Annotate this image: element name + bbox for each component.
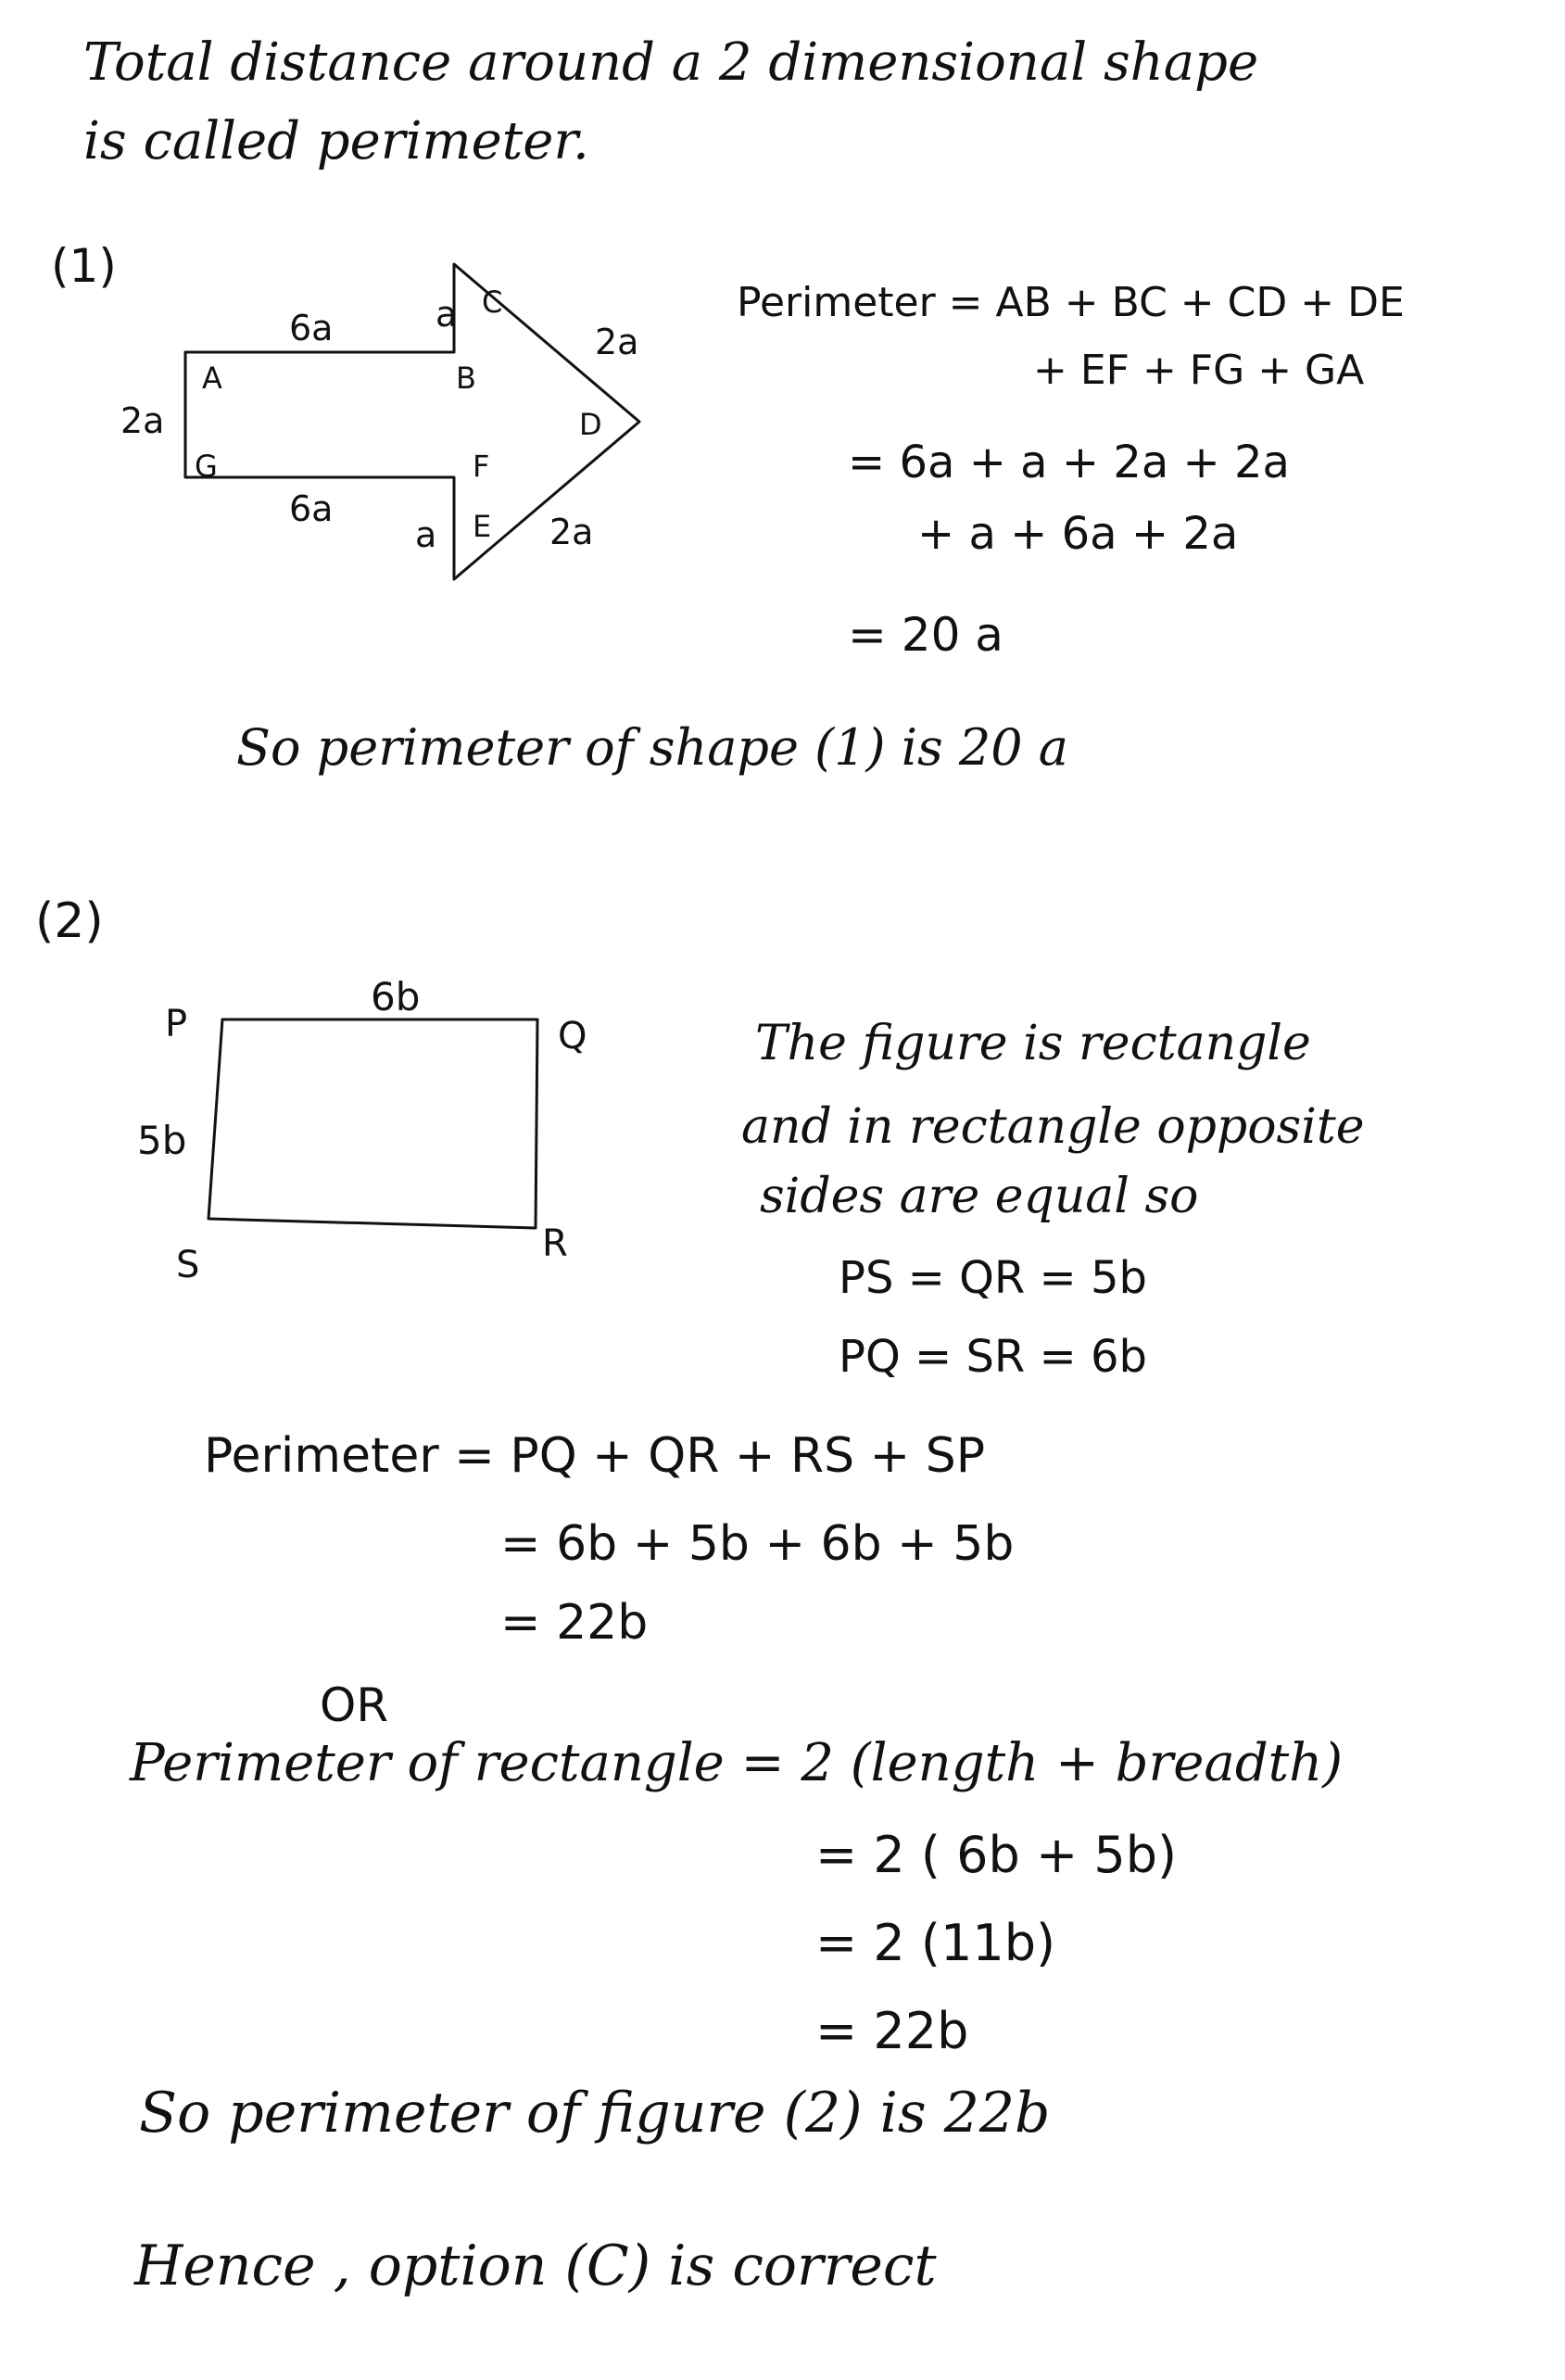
part-2-formula-line-4: = 22b <box>815 2002 969 2060</box>
label-vertex-s: S <box>176 1244 200 1286</box>
part-2-explanation-line-3: sides are equal so <box>760 1169 1199 1224</box>
label-vertex-e: E <box>473 509 492 544</box>
part-2-explanation-line-1: The figure is rectangle <box>755 1016 1311 1071</box>
label-side-cd: 2a <box>595 322 639 362</box>
part-2-formula-line-2: = 2 ( 6b + 5b) <box>815 1826 1178 1884</box>
label-side-ef: a <box>415 514 437 555</box>
part-2-work-line-3: = 22b <box>500 1595 649 1651</box>
arrow-figure <box>130 250 797 584</box>
part-2-work-line-1: Perimeter = PQ + QR + RS + SP <box>204 1428 986 1484</box>
label-side-ga: 2a <box>120 400 165 441</box>
label-vertex-q: Q <box>558 1015 587 1057</box>
part-2-explanation-line-2: and in rectangle opposite <box>741 1099 1365 1155</box>
part-2-number: (2) <box>35 893 104 949</box>
part-1-work-line-2: + EF + FG + GA <box>1033 347 1365 394</box>
part-2-explanation-line-4: PS = QR = 5b <box>839 1252 1148 1304</box>
label-vertex-d: D <box>579 407 602 442</box>
part-2-explanation-line-5: PQ = SR = 6b <box>839 1331 1148 1383</box>
or-label: OR <box>320 1678 389 1732</box>
part-1-conclusion: So perimeter of shape (1) is 20 a <box>236 718 1068 777</box>
label-vertex-c: C <box>482 285 503 320</box>
rectangle-figure <box>185 1010 574 1242</box>
part-1-number: (1) <box>51 239 117 293</box>
label-vertex-p: P <box>165 1003 188 1045</box>
part-1-work-line-5: = 20 a <box>848 608 1003 662</box>
part-1-work-line-4: + a + 6a + 2a <box>917 508 1239 560</box>
part-1-work-line-3: = 6a + a + 2a + 2a <box>848 437 1290 488</box>
label-vertex-b: B <box>456 361 476 396</box>
intro-line-2: is called perimeter. <box>83 111 589 171</box>
label-side-bc: a <box>435 294 458 335</box>
part-2-conclusion: So perimeter of figure (2) is 22b <box>139 2081 1051 2146</box>
label-side-fg: 6a <box>289 488 334 529</box>
part-2-formula-line-1: Perimeter of rectangle = 2 (length + breadth) <box>130 1733 1344 1793</box>
rectangle-pqrs <box>208 1019 537 1228</box>
part-2-formula-line-3: = 2 (11b) <box>815 1914 1056 1972</box>
label-side-pq: 6b <box>371 974 421 1019</box>
label-vertex-a: A <box>202 361 222 396</box>
label-vertex-f: F <box>473 449 490 484</box>
intro-line-1: Total distance around a 2 dimensional shape <box>83 32 1259 93</box>
label-vertex-r: R <box>542 1222 568 1265</box>
label-side-ps: 5b <box>137 1118 187 1163</box>
label-side-ab: 6a <box>289 308 334 348</box>
label-side-de: 2a <box>549 512 594 552</box>
part-2-work-line-2: = 6b + 5b + 6b + 5b <box>500 1516 1015 1572</box>
label-vertex-g: G <box>195 449 218 484</box>
part-1-work-line-1: Perimeter = AB + BC + CD + DE <box>737 279 1405 326</box>
final-answer: Hence , option (C) is correct <box>134 2234 937 2298</box>
